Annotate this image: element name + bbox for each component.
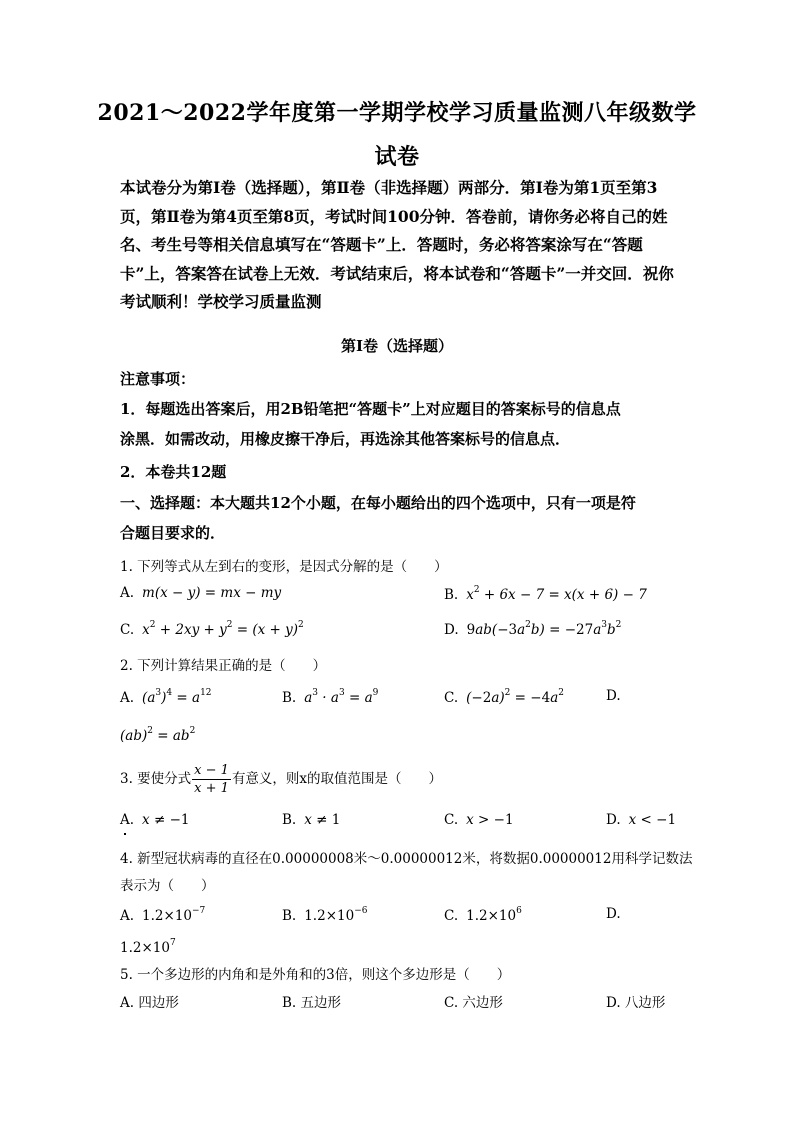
question-1-option-c[interactable]: C. $x^2 + 2xy + y^2 = (x + y)^2$ (120, 620, 304, 638)
question-4-option-b[interactable]: B. $1.2\times 10^{-6}$ (282, 906, 368, 924)
option-a-expression: m(x − y) = mx − my (142, 585, 282, 601)
part1-instructions-line2: 合题目要求的． (120, 524, 226, 542)
option-b-expression: $1.2\times 10^{-6}$ (304, 906, 368, 924)
section-title: 第Ⅰ卷（选择题） (340, 337, 454, 355)
question-5-option-a[interactable]: A. 四边形 (120, 995, 179, 1011)
question-3-option-a[interactable]: A. x ≠ −1 (120, 812, 190, 828)
question-5-option-d[interactable]: D. 八边形 (606, 995, 666, 1011)
option-c-expression: x > −1 (466, 812, 514, 828)
question-5-stem: 5. 一个多边形的内角和是外角和的3倍，则这个多边形是（ ） (120, 967, 511, 983)
option-c-expression: $(-2a)^2 = -4a^2$ (466, 688, 564, 706)
notice-heading: 注意事项： (120, 370, 196, 388)
question-4-option-c[interactable]: C. $1.2\times 10^6$ (444, 906, 522, 924)
question-1-option-b[interactable]: B. $x^2 + 6x - 7 = x(x + 6) - 7$ (444, 585, 647, 603)
question-4-option-d[interactable]: D. (606, 906, 621, 922)
option-b-expression: $x^2 + 6x - 7 = x(x + 6) - 7$ (466, 585, 647, 603)
question-1-stem: 1. 下列等式从左到右的变形，是因式分解的是（ ） (120, 559, 448, 575)
option-a-expression: $(a^3)^4 = a^{12}$ (142, 688, 212, 706)
notice-item-1-line1: 1．每题选出答案后，用2B铅笔把“答题卡”上对应题目的答案标号的信息点 (120, 400, 621, 418)
question-5-option-c[interactable]: C. 六边形 (444, 995, 503, 1011)
part1-instructions-line1: 一、选择题：本大题共12个小题，在每小题给出的四个选项中，只有一项是符 (120, 494, 636, 512)
question-1-option-a[interactable]: A. m(x − y) = mx − my (120, 585, 282, 601)
question-3-option-b[interactable]: B. x ≠ 1 (282, 812, 341, 828)
option-c-expression: $x^2 + 2xy + y^2 = (x + y)^2$ (142, 620, 304, 638)
question-5-option-b[interactable]: B. 五边形 (282, 995, 342, 1011)
option-a-expression: $1.2\times 10^{-7}$ (142, 906, 206, 924)
question-2-option-d[interactable]: D. (606, 688, 621, 704)
option-b-expression: x ≠ 1 (304, 812, 341, 828)
question-4-stem-line2: 表示为（ ） (120, 878, 215, 894)
option-d-expression: $9ab(-3a^2b) = -27a^3b^2$ (466, 620, 622, 638)
question-2-stem: 2. 下列计算结果正确的是（ ） (120, 658, 327, 674)
question-2-option-c[interactable]: C. $(-2a)^2 = -4a^2$ (444, 688, 564, 706)
question-2-option-a[interactable]: A. $(a^3)^4 = a^{12}$ (120, 688, 212, 706)
option-a-expression: x ≠ −1 (142, 812, 190, 828)
stray-dot (124, 833, 126, 835)
question-3-stem: 3. 要使分式 $\frac{x - 1}{x + 1}$ 有意义，则x的取值范围是（ ） (120, 763, 443, 796)
notice-item-2: 2．本卷共12题 (120, 463, 227, 481)
notice-item-1-line2: 涂黑．如需改动，用橡皮擦干净后，再选涂其他答案标号的信息点． (120, 430, 571, 448)
exam-title-line1: 2021～2022学年度第一学期学校学习质量监测八年级数学 (97, 100, 697, 126)
question-4-stem-line1: 4. 新型冠状病毒的直径在0.00000008米～0.00000012米，将数据0.00000012用科学记数法 (120, 851, 693, 867)
question-2-option-d-expression: $(ab)^2 = ab^2$ (120, 726, 196, 744)
option-c-expression: $1.2\times 10^6$ (466, 906, 522, 924)
question-3-option-d[interactable]: D. x < −1 (606, 812, 677, 828)
question-2-option-b[interactable]: B. $a^3 \cdot a^3 = a^9$ (282, 688, 379, 706)
question-4-option-d-expression: $1.2\times 10^7$ (120, 938, 176, 956)
question-1-option-d[interactable]: D. $9ab(-3a^2b) = -27a^3b^2$ (444, 620, 622, 638)
exam-instructions: 本试卷分为第Ⅰ卷（选择题），第Ⅱ卷（非选择题）两部分．第Ⅰ卷为第1页至第3页，第Ⅱ卷为第4页至第8页，考试时间100分钟．答卷前，请你务必将自己的姓名、考生号等相关信息填写在“答题卡”上．答题时，务必将答案涂写在“答题卡”上，答案答在试卷上无效．考试结束后，将本试卷和“答题卡”一并交回．祝你考试顺利！学校学习质量监测 (120, 178, 674, 311)
exam-title-line2: 试卷 (374, 144, 420, 170)
option-b-expression: $a^3 \cdot a^3 = a^9$ (304, 688, 379, 706)
question-3-option-c[interactable]: C. x > −1 (444, 812, 514, 828)
option-d-expression: x < −1 (628, 812, 677, 828)
question-4-option-a[interactable]: A. $1.2\times 10^{-7}$ (120, 906, 206, 924)
fraction: $\frac{x - 1}{x + 1}$ (194, 763, 229, 796)
